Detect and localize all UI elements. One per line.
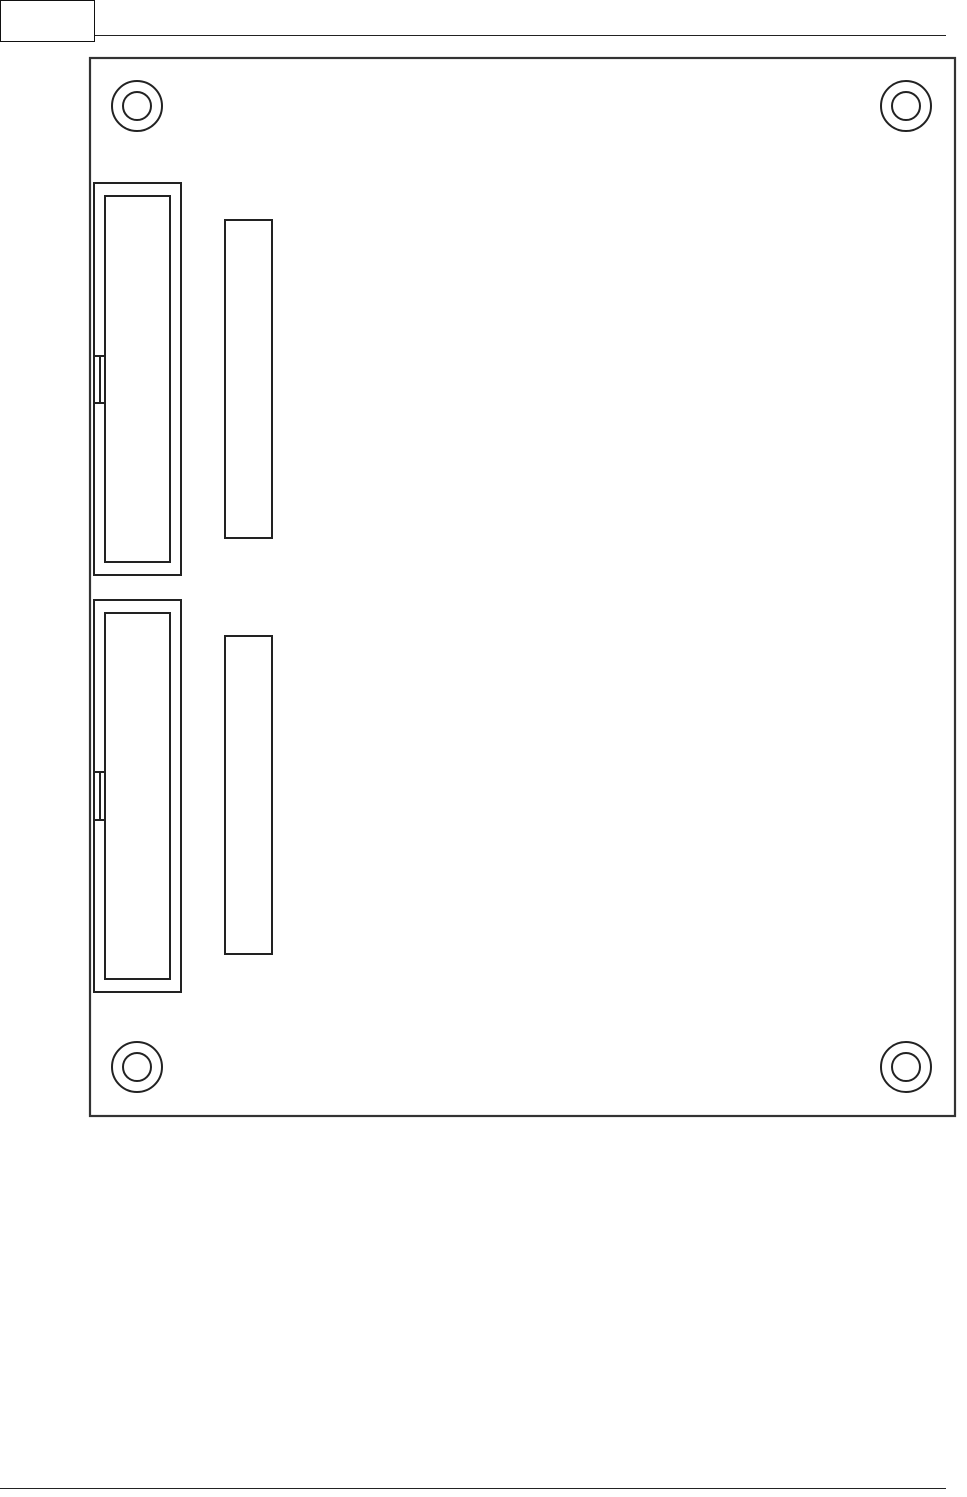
board-outline — [90, 58, 955, 1116]
